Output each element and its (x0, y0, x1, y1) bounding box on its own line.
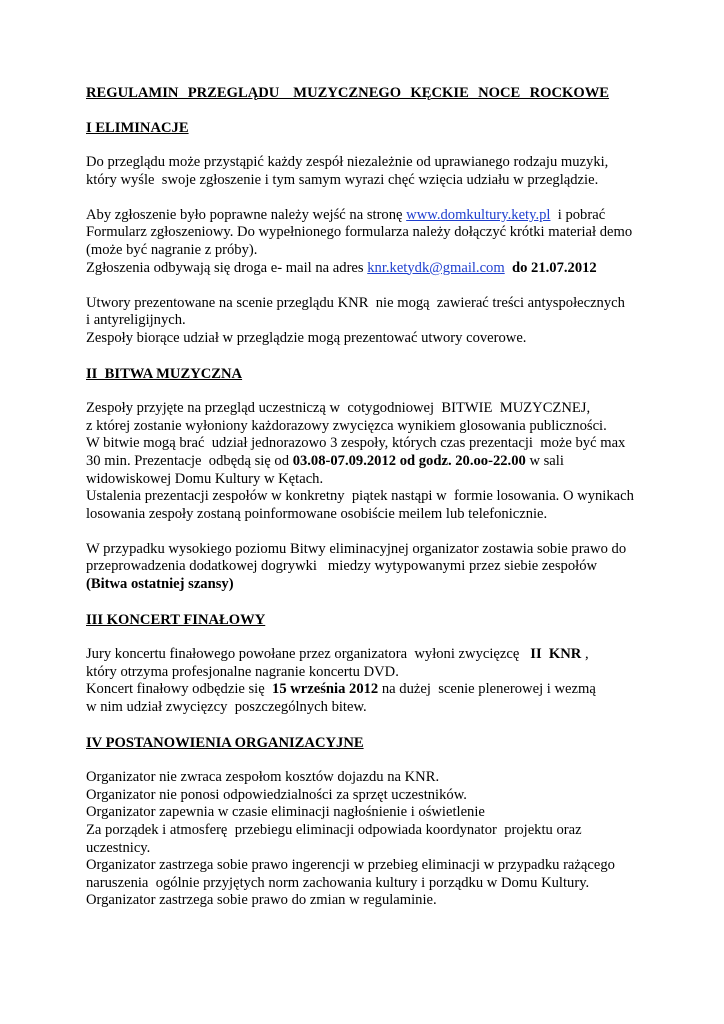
text-line: Formularz zgłoszeniowy. Do wypełnionego formularza należy dołączyć krótki materiał demo (86, 224, 633, 241)
text-line: Organizator zapewnia w czasie eliminacji nagłośnienie i oświetlenie (86, 804, 485, 821)
text-line: Do przeglądu może przystąpić każdy zespół niezależnie od uprawianego rodzaju muzyki, (86, 154, 609, 170)
paragraph-eligibility (86, 154, 646, 189)
text-line: Organizator nie ponosi odpowiedzialności za sprzęt uczestników. (86, 786, 467, 803)
email-link[interactable]: knr.ketydk@gmail.com (367, 259, 505, 276)
paragraph-final-concert (86, 646, 646, 716)
text-line: Koncert finałowy odbędzie się 15 września 2012 na dużej scenie plenerowej i wezmą (86, 681, 596, 698)
document-title: REGULAMIN PRZEGLĄDU MUZYCZNEGO KĘCKIE NOCE ROCKOWE (86, 85, 610, 101)
paragraph-application (86, 207, 646, 277)
paragraph-battle (86, 400, 646, 523)
text-line: Organizator zastrzega sobie prawo do zmian w regulaminie. (86, 892, 437, 909)
text-line: Za porządek i atmosferę przebiegu eliminacji odpowiada koordynator projektu oraz (86, 822, 582, 838)
text-line (86, 576, 646, 594)
text-line: przeprowadzenia dodatkowej dogrywki miedzy wytypowanymi przez siebie zespołów (86, 558, 598, 575)
paragraph-content-rules (86, 295, 646, 348)
last-chance-label: (Bitwa ostatniej szansy) (86, 576, 234, 593)
text-line: Jury koncertu finałowego powołane przez organizatora wyłoni zwycięzcę II KNR , (86, 646, 589, 663)
battle-dates: 03.08-07.09.2012 od godz. 20.oo-22.00 (292, 452, 526, 469)
text-line: W przypadku wysokiego poziomu Bitwy eliminacyjnej organizator zostawia sobie prawo do (86, 540, 627, 557)
winner-label: II KNR (530, 646, 582, 663)
text-line: Organizator zastrzega sobie prawo ingerencji w przebieg eliminacji w przypadku rażącego (86, 857, 615, 874)
text-line: z której zostanie wyłoniony każdorazowy zwycięzca wynikiem glosowania publiczności. (86, 417, 607, 434)
website-link[interactable]: www.domkultury.kety.pl (406, 206, 551, 223)
deadline-date: do 21.07.2012 (504, 259, 597, 276)
text-line: Utwory prezentowane na scenie przeglądu KNR nie mogą zawierać treści antyspołecznych (86, 294, 625, 311)
text-line: widowiskowej Domu Kultury w Kętach. (86, 470, 324, 487)
section-heading-koncert: III KONCERT FINAŁOWY (86, 612, 266, 629)
paragraph-extra-round (86, 541, 646, 594)
section-heading-bitwa: II BITWA MUZYCZNA (86, 366, 243, 383)
text-line: (może być nagranie z próby). (86, 241, 258, 258)
final-date: 15 września 2012 (272, 681, 379, 698)
text-line: w nim udział zwycięzcy poszczególnych bitew. (86, 699, 367, 716)
text-line: Aby zgłoszenie było poprawne należy wejść na stronę www.domkultury.kety.pl i pobrać (86, 206, 606, 223)
text-line: który otrzyma profesjonalne nagranie koncertu DVD. (86, 663, 399, 680)
text-line: uczestnicy. (86, 839, 151, 856)
text-line: W bitwie mogą brać udział jednorazowo 3 zespoły, których czas prezentacji może być max (86, 435, 626, 452)
text-line: Organizator nie zwraca zespołom kosztów dojazdu na KNR. (86, 769, 440, 786)
text-line: Ustalenia prezentacji zespołów w konkretny piątek nastąpi w formie losowania. O wynikach (86, 488, 634, 505)
text-line: 30 min. Prezentacje odbędą się od 03.08-07.09.2012 od godz. 20.oo-22.00 w sali (86, 452, 564, 469)
text-line: Zespoły przyjęte na przegląd uczestniczą w cotygodniowej BITWIE MUZYCZNEJ, (86, 400, 591, 417)
section-heading-postanowienia: IV POSTANOWIENIA ORGANIZACYJNE (86, 735, 364, 752)
paragraph-organizational (86, 769, 646, 910)
text-line: naruszenia ogólnie przyjętych norm zachowania kultury i porządku w Domu Kultury. (86, 874, 590, 891)
document-page (86, 84, 646, 910)
section-heading-eliminacje: I ELIMINACJE (86, 120, 189, 136)
text-line: który wyśle swoje zgłoszenie i tym samym wyrazi chęć wzięcia udziału w przeglądzie. (86, 171, 599, 188)
text-line: i antyreligijnych. (86, 312, 186, 329)
text-line: Zgłoszenia odbywają się droga e- mail na adres knr.ketydk@gmail.com do 21.07.2012 (86, 259, 597, 276)
text-line: Zespoły biorące udział w przeglądzie mogą prezentować utwory coverowe. (86, 329, 527, 346)
text-line: losowania zespoły zostaną poinformowane osobiście meilem lub telefonicznie. (86, 505, 548, 522)
